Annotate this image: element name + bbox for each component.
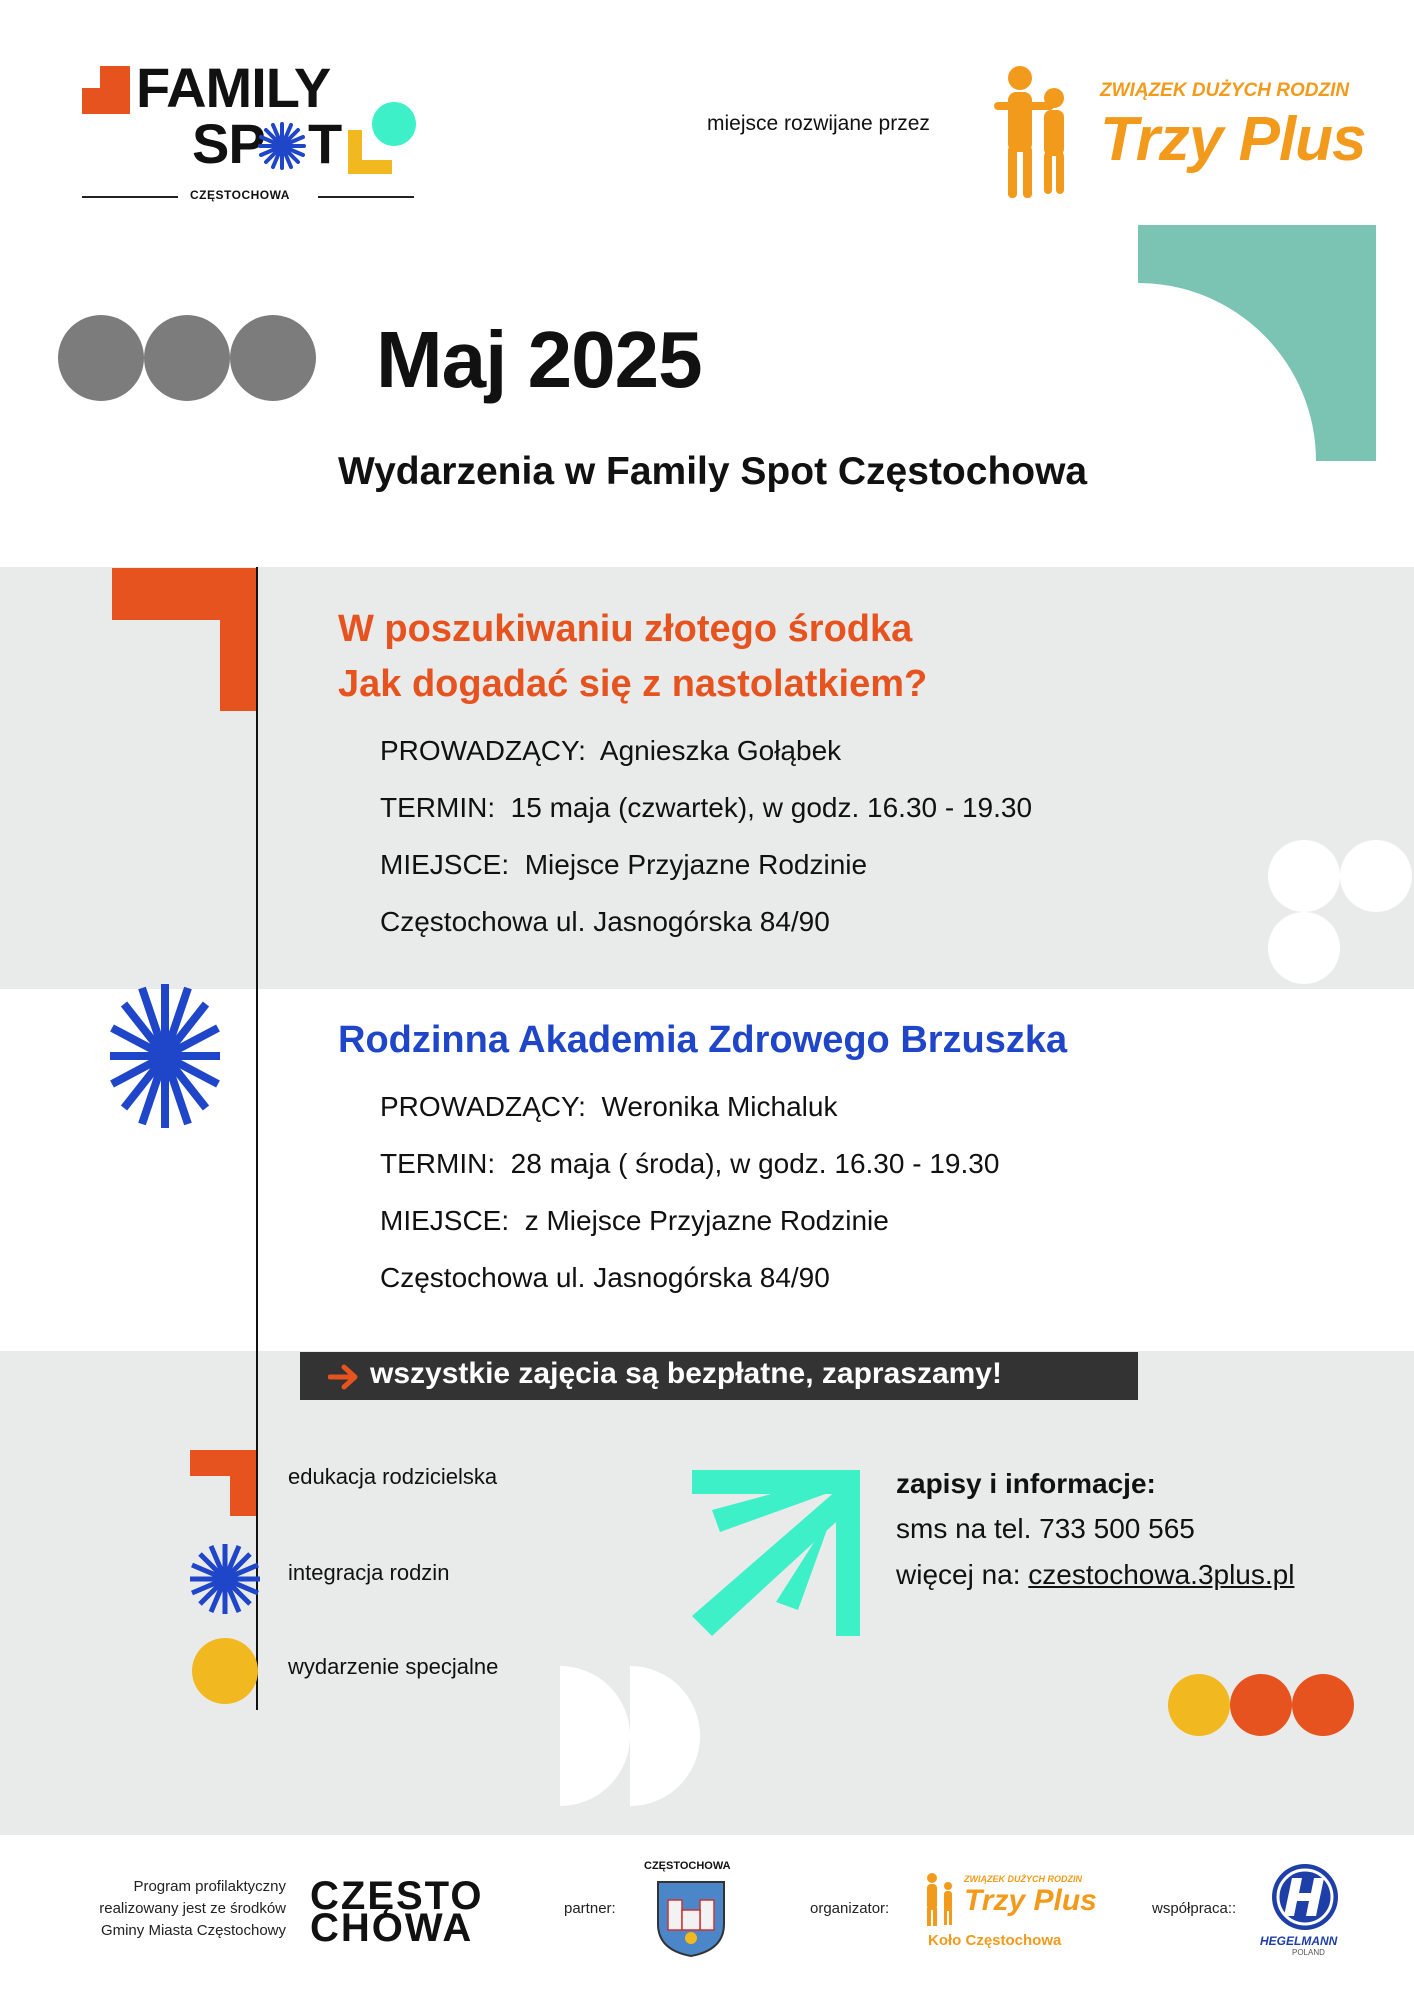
org-name-top: ZWIĄZEK DUŻYCH RODZIN bbox=[1100, 80, 1350, 101]
free-banner-text: wszystkie zajęcia są bezpłatne, zapraszamy! bbox=[370, 1357, 1002, 1390]
place-label: MIEJSCE: bbox=[380, 1205, 510, 1236]
white-dot-icon bbox=[1268, 912, 1340, 984]
contact-more-row bbox=[896, 1552, 1376, 1598]
place-value: Miejsce Przyjazne Rodzinie bbox=[524, 849, 868, 880]
place-value: z Miejsce Przyjazne Rodzinie bbox=[524, 1205, 889, 1236]
legend-label-integration: integracja rodzin bbox=[288, 1560, 450, 1585]
event-1-title-line1: W poszukiwaniu złotego środka bbox=[338, 608, 913, 650]
program-line-3: Gminy Miasta Częstochowy bbox=[100, 1922, 286, 1939]
event-2-date-row bbox=[380, 1135, 1238, 1192]
organizer-sub: Koło Częstochowa bbox=[928, 1932, 1062, 1949]
organizer-figures-icon bbox=[920, 1872, 960, 1928]
host-name: Agnieszka Gołąbek bbox=[599, 735, 842, 766]
city-logo-top: CZĘSTO bbox=[310, 1874, 484, 1918]
hegelmann-name: HEGELMANN bbox=[1260, 1934, 1338, 1948]
host-label: PROWADZĄCY: bbox=[380, 1091, 586, 1122]
legend-label-special: wydarzenie specjalne bbox=[288, 1654, 499, 1679]
white-dot-icon bbox=[1268, 840, 1340, 912]
logo-spot-text-b: T bbox=[308, 112, 343, 175]
legend-label-education: edukacja rodzicielska bbox=[288, 1464, 498, 1489]
coat-of-arms-icon bbox=[656, 1880, 726, 1958]
logo-divider-left bbox=[82, 196, 178, 198]
contact-info bbox=[896, 1462, 1376, 1598]
program-line-2: realizowany jest ze środków bbox=[99, 1900, 286, 1917]
contact-sms: sms na tel. 733 500 565 bbox=[896, 1513, 1195, 1544]
blue-burst-icon bbox=[190, 1544, 260, 1614]
logo-divider-right bbox=[318, 196, 414, 198]
event-1-white-dots-decoration bbox=[1268, 840, 1414, 986]
place-label: MIEJSCE: bbox=[380, 849, 510, 880]
event-1-address: Częstochowa ul. Jasnogórska 84/90 bbox=[380, 906, 830, 937]
event-1 bbox=[338, 602, 1238, 950]
orange-dot-icon bbox=[1230, 1674, 1292, 1736]
czestochowa-city-logo bbox=[310, 1874, 490, 1950]
events-subtitle: Wydarzenia w Family Spot Częstochowa bbox=[338, 450, 1088, 493]
event-1-host-row bbox=[380, 722, 1238, 779]
event-1-title-line2: Jak dogadać się z nastolatkiem? bbox=[338, 663, 928, 705]
grey-dot-icon bbox=[144, 315, 230, 401]
event-2 bbox=[338, 1013, 1238, 1306]
organizer-logo bbox=[920, 1868, 1096, 1956]
date-label: TERMIN: bbox=[380, 792, 496, 823]
yellow-circle-icon bbox=[192, 1638, 258, 1704]
event-1-place-row bbox=[380, 836, 1238, 893]
contact-more-label: więcej na: bbox=[896, 1559, 1029, 1590]
program-line-1: Program profilaktyczny bbox=[133, 1878, 286, 1895]
city-logo-bottom: CHOWA bbox=[310, 1906, 474, 1950]
organizer-label: organizator: bbox=[810, 1900, 890, 1917]
org-name-brand: Trzy Plus bbox=[1100, 105, 1366, 174]
teal-quarter-decoration bbox=[1138, 225, 1376, 461]
hegelmann-country: POLAND bbox=[1292, 1948, 1325, 1957]
trzy-plus-logo bbox=[990, 60, 1366, 205]
colored-dots-decoration bbox=[1168, 1674, 1354, 1736]
arrow-right-icon bbox=[328, 1364, 358, 1390]
event-1-date-row bbox=[380, 779, 1238, 836]
developed-by-text: miejsce rozwijane przez bbox=[707, 112, 930, 135]
host-label: PROWADZĄCY: bbox=[380, 735, 586, 766]
logo-blue-burst-icon bbox=[258, 122, 306, 170]
organizer-top: ZWIĄZEK DUŻYCH RODZIN bbox=[964, 1874, 1082, 1884]
contact-heading: zapisy i informacje: bbox=[896, 1468, 1156, 1499]
orange-step-icon bbox=[190, 1450, 256, 1516]
logo-mint-circle-icon bbox=[372, 102, 416, 146]
logo-family-text: FAMILY bbox=[136, 56, 331, 119]
family-spot-logo bbox=[82, 56, 422, 212]
organizer-brand: Trzy Plus bbox=[964, 1884, 1097, 1917]
grey-dots-decoration bbox=[58, 315, 323, 401]
event-2-blue-burst-icon bbox=[110, 984, 220, 1128]
partner-name: CZĘSTOCHOWA bbox=[644, 1860, 731, 1872]
month-title: Maj 2025 bbox=[376, 315, 702, 404]
family-figures-icon bbox=[990, 62, 1086, 202]
contact-url-link[interactable]: czestochowa.3plus.pl bbox=[1028, 1559, 1295, 1590]
event-2-host-row bbox=[380, 1078, 1238, 1135]
event-2-title: Rodzinna Akademia Zdrowego Brzuszka bbox=[338, 1019, 1068, 1061]
host-name: Weronika Michaluk bbox=[601, 1091, 838, 1122]
partner-coat-of-arms bbox=[640, 1860, 744, 1960]
free-banner bbox=[300, 1352, 1138, 1400]
event-2-place-row bbox=[380, 1192, 1238, 1249]
white-dot-icon bbox=[1340, 840, 1412, 912]
date-value: 28 maja ( środa), w godz. 16.30 - 19.30 bbox=[510, 1148, 1000, 1179]
event-1-orange-step-icon bbox=[112, 568, 258, 711]
hegelmann-h-icon bbox=[1270, 1862, 1340, 1932]
logo-city-text: CZĘSTOCHOWA bbox=[190, 188, 290, 202]
date-label: TERMIN: bbox=[380, 1148, 496, 1179]
orange-dot-icon bbox=[1292, 1674, 1354, 1736]
partner-label: partner: bbox=[564, 1900, 616, 1917]
mint-arrow-burst-icon bbox=[692, 1470, 860, 1636]
logo-spot-text-a: SP bbox=[192, 112, 265, 175]
grey-dot-icon bbox=[230, 315, 316, 401]
logo-orange-step-icon bbox=[82, 66, 130, 114]
grey-dot-icon bbox=[58, 315, 144, 401]
hegelmann-logo bbox=[1256, 1860, 1356, 1960]
yellow-dot-icon bbox=[1168, 1674, 1230, 1736]
white-half-circles-decoration bbox=[560, 1666, 700, 1806]
date-value: 15 maja (czwartek), w godz. 16.30 - 19.30 bbox=[510, 792, 1033, 823]
cooperation-label: współpraca:: bbox=[1152, 1900, 1237, 1917]
event-2-address: Częstochowa ul. Jasnogórska 84/90 bbox=[380, 1262, 830, 1293]
legend bbox=[188, 1448, 588, 1708]
footer-program-text bbox=[40, 1876, 286, 1942]
